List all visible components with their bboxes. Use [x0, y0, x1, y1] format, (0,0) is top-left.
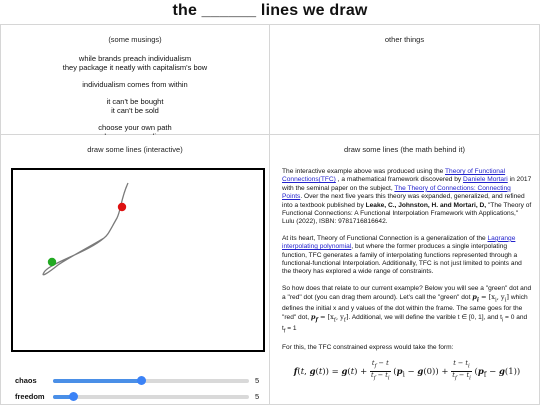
text-run: which defines the initial x and y values of the dot within the frame. The same goes for the "red" dot, [282, 294, 528, 322]
poem-stanza [1, 97, 269, 115]
fraction: $\frac{t - t_i}{t_f - t_i}$ [452, 359, 471, 382]
chaos-label: chaos [15, 376, 37, 385]
chaos-slider[interactable] [53, 379, 249, 383]
connecting-points-link[interactable]: The Theory of Connections: Connecting Points [282, 184, 511, 201]
tfc-formula: f(t, g(t)) = g(t) + $\frac{t_f - t}{t_f - t_i}$ $(p_i - g(0))$ + $\frac{t - t_i}{t_f - t_i}$ $(p_f - g(1))$ [293, 359, 521, 382]
math-green-dot-def: = [$x_i$, $y_i$] [478, 293, 509, 304]
math-body [282, 168, 532, 383]
fraction: $\frac{t_f - t}{t_f - t_i}$ [370, 359, 390, 382]
red-dot[interactable] [118, 203, 126, 211]
other-things-panel [270, 24, 540, 135]
draw-lines-panel [0, 135, 270, 405]
panel-grid [0, 24, 540, 405]
green-dot[interactable] [48, 258, 56, 266]
other-things-heading: other things [384, 35, 425, 44]
freedom-slider-row [15, 391, 265, 403]
poem-stanza [1, 80, 269, 89]
text-run: At its heart, Theory of Functional Connection is a generalization of the [282, 234, 488, 242]
page-title: the ______ lines we draw [172, 2, 368, 19]
math-red-dot-def: = [$x_f$, $y_f$] [317, 313, 349, 324]
poem-line: while brands preach individualism [78, 54, 192, 63]
poem-line: they package it neatly with capitalism's bow [62, 63, 208, 72]
text-run: , a mathematical framework discovered by [335, 176, 464, 184]
poem-stanza [1, 54, 269, 72]
drawing-canvas[interactable] [11, 168, 265, 352]
paragraph-form: For this, the TFC constrained express would take the form: [282, 343, 454, 351]
freedom-label: freedom [15, 392, 45, 401]
freedom-slider[interactable] [53, 395, 249, 399]
poem-line: individualism comes from within [82, 80, 188, 89]
lagrange-link[interactable]: Lagrange interpolating polynomial [282, 234, 516, 251]
text-run: So how does that relate to our current example? Below you will see a "green" dot and a "red" dot (you can drag them around). Let's call the "green" dot [282, 284, 532, 302]
chaos-slider-row [15, 375, 265, 387]
draw-lines-heading: draw some lines (interactive) [87, 145, 183, 154]
musings-poem [1, 54, 269, 141]
text-run: = 1 [285, 325, 297, 333]
paragraph-tfc-intro [282, 168, 532, 227]
chaos-slider-fill [53, 379, 141, 383]
chaos-value: 5 [255, 376, 260, 385]
mortari-link[interactable]: Daniele Mortari [463, 176, 508, 184]
musings-heading: (some musings) [108, 35, 162, 44]
text-run: in 2017 with the seminal paper on the subject, [282, 176, 532, 192]
text-run: "The Theory of Functional Connections: A Functional Interpolation Framework with Applications," Lulu (2022), ISBN: 9781716816642. [282, 201, 532, 226]
poem-line: choose your own path [98, 123, 172, 132]
math-heading: draw some lines (the math behind it) [344, 145, 465, 154]
text-run: , but where the former produces a single interpolating function, TFC generates a family of interpolating functions represented through a functional-functional Interpolation. Additionally, TFC is not just limited to points and the theory has explored a wide range of constraints. [282, 243, 522, 276]
paragraph-lagrange [282, 235, 532, 277]
text-run: The interactive example above was produced using the [282, 168, 445, 175]
tfc-link[interactable]: Theory of Functional Connections(TFC) [282, 168, 506, 184]
authors-bold: Leake, C., Johnston, H. and Mortari, D, [365, 201, 487, 209]
poem-line: it can't be sold [111, 106, 159, 115]
math-red-dot: $p_f$ [310, 313, 318, 324]
freedom-slider-handle[interactable] [69, 392, 78, 401]
musings-panel [0, 24, 270, 135]
paragraph-dots: So how does that relate to our current example? Below you will see a "green" dot and a "red" dot (you can drag them around). Let's call the "green" dot $p_i = [x_i$, $y_i$] which defines the initial x and y values of the dot within the frame. The same goes for the "red" dot, $p_f = [x_f$, $y_f$]. Additional, we will define the varible t ∈ [0, 1], and $t_i = 0$ and $t_f = 1$ [282, 284, 532, 335]
text-run: . Over the next five years this theory was expanded, generalized, and refined into a textbook published by [282, 193, 525, 209]
poem-line: it can't be bought [106, 97, 164, 106]
freedom-value: 5 [255, 392, 260, 401]
text-run: . Additional, we will define the varible t ∈ [0, 1], and t [348, 314, 502, 322]
math-green-dot: $p_i$ [472, 293, 479, 304]
text-run: = 0 and t [282, 314, 528, 333]
drawing-svg [13, 170, 263, 350]
chaos-slider-handle[interactable] [137, 376, 146, 385]
math-panel [270, 135, 540, 405]
